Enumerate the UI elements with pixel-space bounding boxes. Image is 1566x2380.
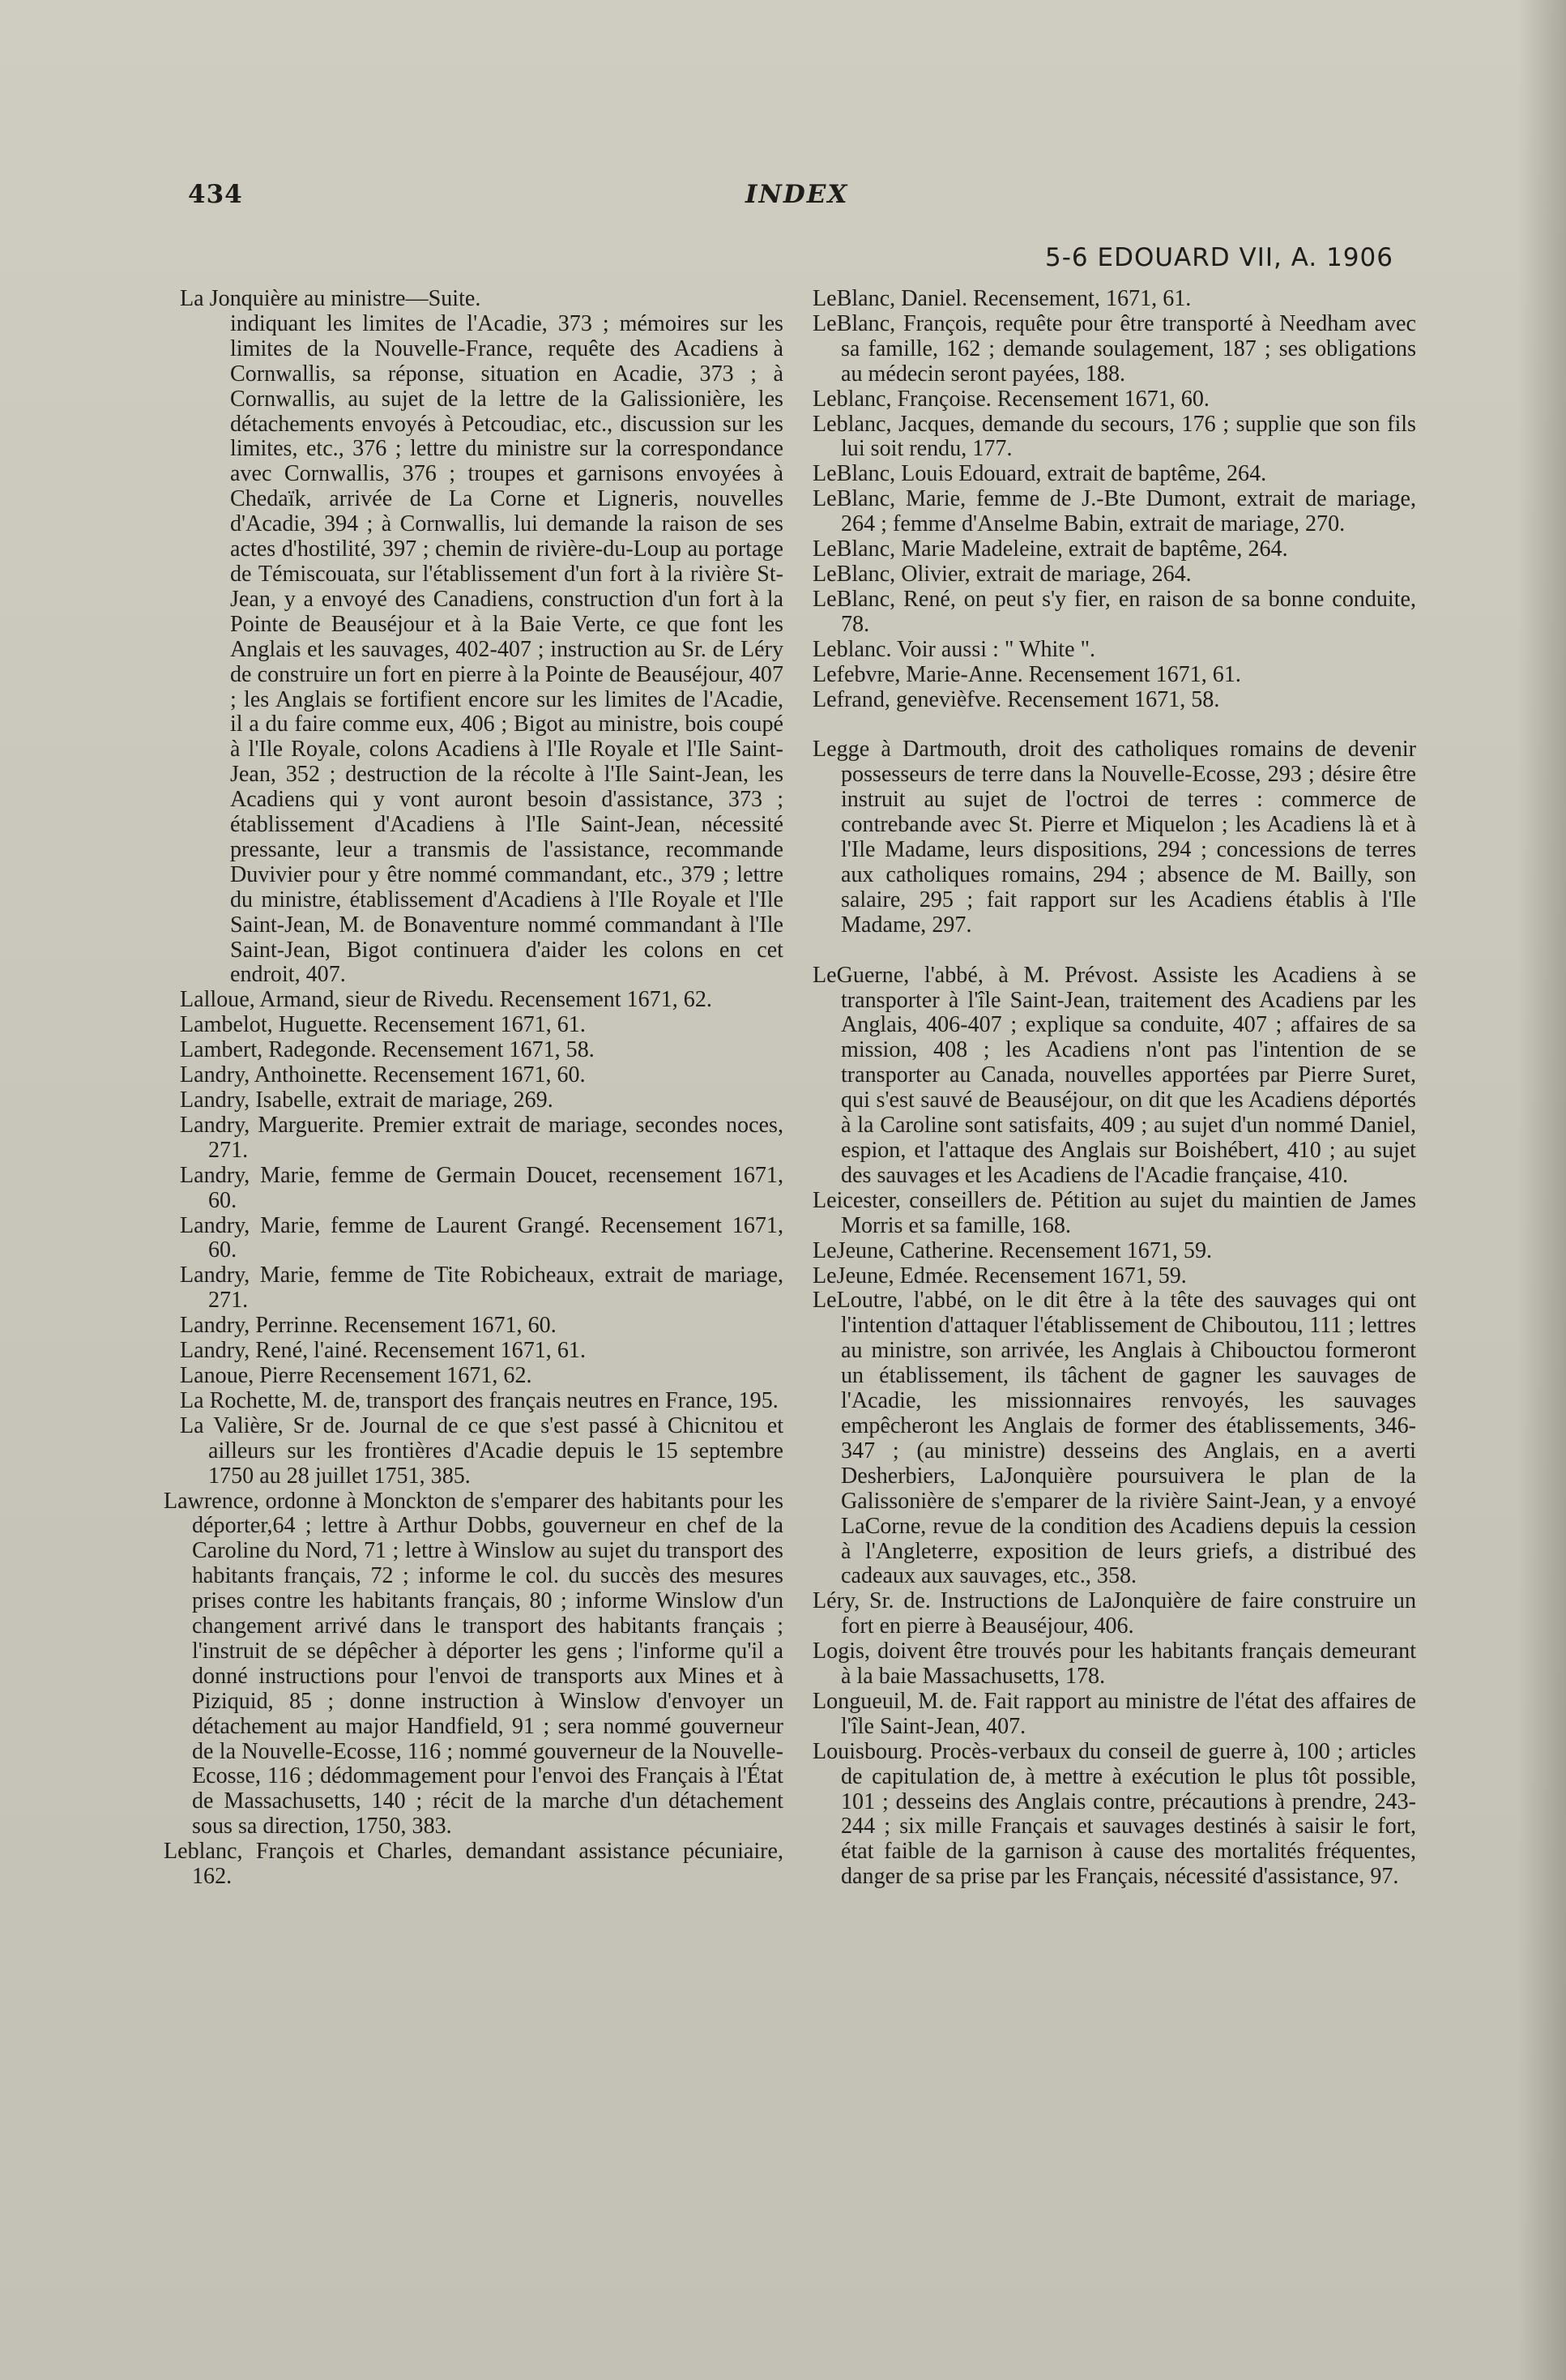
index-entry: LeBlanc, François, requête pour être transporté à Needham avec sa famille, 162 ; demande soulagement, 187 ; ses obligations au médecin seront payées, 188. — [813, 310, 1416, 387]
index-entry: Lambert, Radegonde. Recensement 1671, 58. — [180, 1037, 595, 1063]
index-entry: Léry, Sr. de. Instructions de LaJonquière de faire construire un fort en pierre à Beauséjour, 406. — [813, 1588, 1416, 1639]
index-entry: La Valière, Sr de. Journal de ce que s'est passé à Chicnitou et ailleurs sur les frontières d'Acadie depuis le 15 septembre 1750 au 28 juillet 1751, 385. — [180, 1412, 783, 1489]
index-entry: Landry, Marie, femme de Tite Robicheaux, extrait de mariage, 271. — [180, 1263, 783, 1314]
session-label: 5-6 EDOUARD VII, A. 1906 — [1045, 243, 1393, 272]
index-entry: Logis, doivent être trouvés pour les habitants français demeurant à la baie Massachusetts, 178. — [813, 1639, 1416, 1690]
index-entry: Lanoue, Pierre Recensement 1671, 62. — [180, 1362, 532, 1388]
index-entry: LeBlanc, Marie Madeleine, extrait de baptême, 264. — [813, 536, 1288, 562]
index-entry: LeJeune, Edmée. Recensement 1671, 59. — [813, 1263, 1187, 1288]
index-entry: Legge à Dartmouth, droit des catholiques romains de devenir possesseurs de terre dans la Nouvelle-Ecosse, 293 ; désire être instruit au sujet de l'octroi de terres : commerce de contrebande avec St. Pierre et Miquelon ; les Acadiens là et à l'Ile Madame, leurs dispositions, 294 ; concessions de terres aux catholiques romains, 294 ; absence de M. Bailly, son salaire, 295 ; fait rapport sur les Acadiens établis à l'Ile Madame, 297. — [813, 737, 1416, 938]
index-entry: Landry, Isabelle, extrait de mariage, 269. — [180, 1087, 553, 1113]
running-title: INDEX — [745, 180, 849, 209]
index-entry: Leblanc, Françoise. Recensement 1671, 60. — [813, 386, 1210, 412]
index-column-right — [813, 287, 1416, 1890]
index-entry: Leblanc. Voir aussi : " White ". — [813, 636, 1096, 662]
index-entry: Lambelot, Huguette. Recensement 1671, 61. — [180, 1012, 586, 1038]
index-entry: Lefrand, genevièfve. Recensement 1671, 58. — [813, 686, 1220, 712]
index-entry: LeBlanc, Olivier, extrait de mariage, 264. — [813, 561, 1192, 587]
index-entry: Leblanc, Jacques, demande du secours, 176 ; supplie que son fils lui soit rendu, 177. — [813, 411, 1416, 462]
index-entry: Landry, Marie, femme de Germain Doucet, recensement 1671, 60. — [180, 1162, 783, 1213]
index-entry: Louisbourg. Procès-verbaux du conseil de guerre à, 100 ; articles de capitulation de, à mettre à exécution le plus tôt possible, 101 ; desseins des Anglais contre, précautions à prendre, 243-244 ; six mille Français et sauvages destinés à saisir le fort, état faible de la garnison à cause des mortalités fréquentes, danger de sa prise par les Français, nécessité d'assistance, 97. — [813, 1738, 1416, 1890]
index-entry: Landry, René, l'ainé. Recensement 1671, 61. — [180, 1338, 586, 1364]
index-entry: LeBlanc, Marie, femme de J.-Bte Dumont, extrait de mariage, 264 ; femme d'Anselme Babin, extrait de mariage, 270. — [813, 486, 1416, 537]
index-entry: LeLoutre, l'abbé, on le dit être à la tête des sauvages qui ont l'intention d'attaquer l'établissement de Chiboutou, 111 ; lettres au ministre, son arrivée, les Anglais à Chibouctou formeront un établissement, ils tâchent de gagner les sauvages de l'Acadie, les missionnaires renvoyés, les sauvages empêcheront les Anglais de former des établissements, 346-347 ; (au ministre) desseins des Anglais, en a averti Desherbiers, LaJonquière poursuivera le plan de la Galissonière de s'emparer de la rivière Saint-Jean, y a envoyé LaCorne, revue de la condition des Acadiens depuis la cession à l'Angleterre, exposition de leurs griefs, a distribué des cadeaux aux sauvages, etc., 358. — [813, 1288, 1416, 1589]
index-entry: Leblanc, François et Charles, demandant assistance pécuniaire, 162. — [164, 1839, 783, 1890]
index-entry: Longueuil, M. de. Fait rapport au ministre de l'état des affaires de l'île Saint-Jean, 407. — [813, 1688, 1416, 1739]
index-entry: LeGuerne, l'abbé, à M. Prévost. Assiste les Acadiens à se transporter à l'île Saint-Jean, traitement des Acadiens par les Anglais, 406-407 ; explique sa conduite, 407 ; affaires de sa mission, 408 ; les Acadiens n'ont pas l'intention de se transporter au Canada, nouvelles apportées par Pierre Suret, qui s'est sauvé de Beauséjour, on dit que les Acadiens déportés à la Caroline sont satisfaits, 409 ; au sujet d'un nommé Daniel, espion, et l'attaque des Anglais sur Boishébert, 410 ; au sujet des sauvages et les Acadiens de l'Acadie française, 410. — [813, 962, 1416, 1188]
index-entry: LeBlanc, Louis Edouard, extrait de baptême, 264. — [813, 461, 1267, 487]
index-entry: Landry, Marguerite. Premier extrait de mariage, secondes noces, 271. — [180, 1112, 783, 1163]
entry-gap — [813, 712, 1416, 737]
page-number: 434 — [188, 180, 243, 209]
index-entry: Leicester, conseillers de. Pétition au sujet du maintien de James Morris et sa famille, 168. — [813, 1187, 1416, 1238]
index-entry: LeBlanc, René, on peut s'y fier, en raison de sa bonne conduite, 78. — [813, 586, 1416, 637]
index-entry: Lawrence, ordonne à Monckton de s'emparer des habitants pour les déporter,64 ; lettre à Arthur Dobbs, gouverneur en chef de la Caroline du Nord, 71 ; lettre à Winslow au sujet du transport des habitants français, 72 ; informe le col. du succès des mesures prises contre les habitants français, 80 ; informe Winslow d'un changement arrivé dans le transport des habitants français ; l'instruit de se dépêcher à déporter les gens ; l'informe qu'il a donné instructions pour l'envoi de transports aux Mines et à Piziquid, 85 ; donne instruction à Winslow d'envoyer un détachement au major Handfield, 91 ; sera nommé gouverneur de la Nouvelle-Ecosse, 116 ; nommé gouverneur de la Nouvelle-Ecosse, 116 ; dédommagement pour l'envoi des Français à l'État de Massachusetts, 140 ; récit de la marche d'un détachement sous sa direction, 1750, 383. — [164, 1488, 783, 1839]
index-entry: Landry, Perrinne. Recensement 1671, 60. — [180, 1313, 557, 1339]
page-edge-shadow — [1517, 0, 1566, 2380]
index-entry: LeBlanc, Daniel. Recensement, 1671, 61. — [813, 286, 1192, 311]
index-entry-heading: La Jonquière au ministre—Suite. — [180, 286, 481, 311]
index-entry: Landry, Anthoinette. Recensement 1671, 60. — [180, 1062, 586, 1088]
index-entry: Landry, Marie, femme de Laurent Grangé. Recensement 1671, 60. — [180, 1212, 783, 1263]
index-entry-continuation: indiquant les limites de l'Acadie, 373 ; mémoires sur les limites de la Nouvelle-France, requête des Acadiens à Cornwallis, sa réponse, situation en Acadie, 373 ; à Cornwallis, au sujet de la lettre de la Galissionière, les détachements envoyés à Petcoudiac, etc., discussion sur les limites, etc., 376 ; lettre du ministre sur la correspondance avec Cornwallis, 376 ; troupes et garnisons envoyées à Chedaïk, arrivée de La Corne et Ligneris, nouvelles d'Acadie, 394 ; à Cornwallis, lui demande la raison de ses actes d'hostilité, 397 ; chemin de rivière-du-Loup au portage de Témiscouata, sur l'établissement d'un fort à la rivière St-Jean, y a envoyé des Canadiens, construction d'un fort à la Pointe de Beauséjour et à la Baie Verte, ce que font les Anglais et les sauvages, 402-407 ; instruction au Sr. de Léry de construire un fort en pierre à la Pointe de Beauséjour, 407 ; les Anglais se fortifient encore sur les limites de l'Acadie, il a du faire comme eux, 406 ; Bigot au ministre, bois coupé à l'Ile Royale, colons Acadiens à l'Ile Royale et l'Ile Saint-Jean, 352 ; destruction de la récolte à l'Ile Saint-Jean, les Acadiens qui y vont auront besoin d'assistance, 373 ; établissement d'Acadiens à l'Ile Saint-Jean, nécessité pressante, leur a transmis de l'assistance, recommande Duvivier pour y être nommé commandant, etc., 379 ; lettre du ministre, établissement d'Acadiens à l'Ile Royale et l'Ile Saint-Jean, M. de Bonaventure nommé commandant à l'Ile Saint-Jean, Bigot continuera d'aider les colons en cet endroit, 407. — [230, 310, 783, 988]
index-entry: La Rochette, M. de, transport des français neutres en France, 195. — [180, 1387, 779, 1413]
index-entry: LeJeune, Catherine. Recensement 1671, 59. — [813, 1237, 1213, 1263]
index-column-left — [164, 286, 783, 1890]
index-entry: Lalloue, Armand, sieur de Rivedu. Recensement 1671, 62. — [180, 987, 712, 1013]
entry-gap — [813, 938, 1416, 964]
index-entry: Lefebvre, Marie-Anne. Recensement 1671, 61. — [813, 661, 1241, 687]
